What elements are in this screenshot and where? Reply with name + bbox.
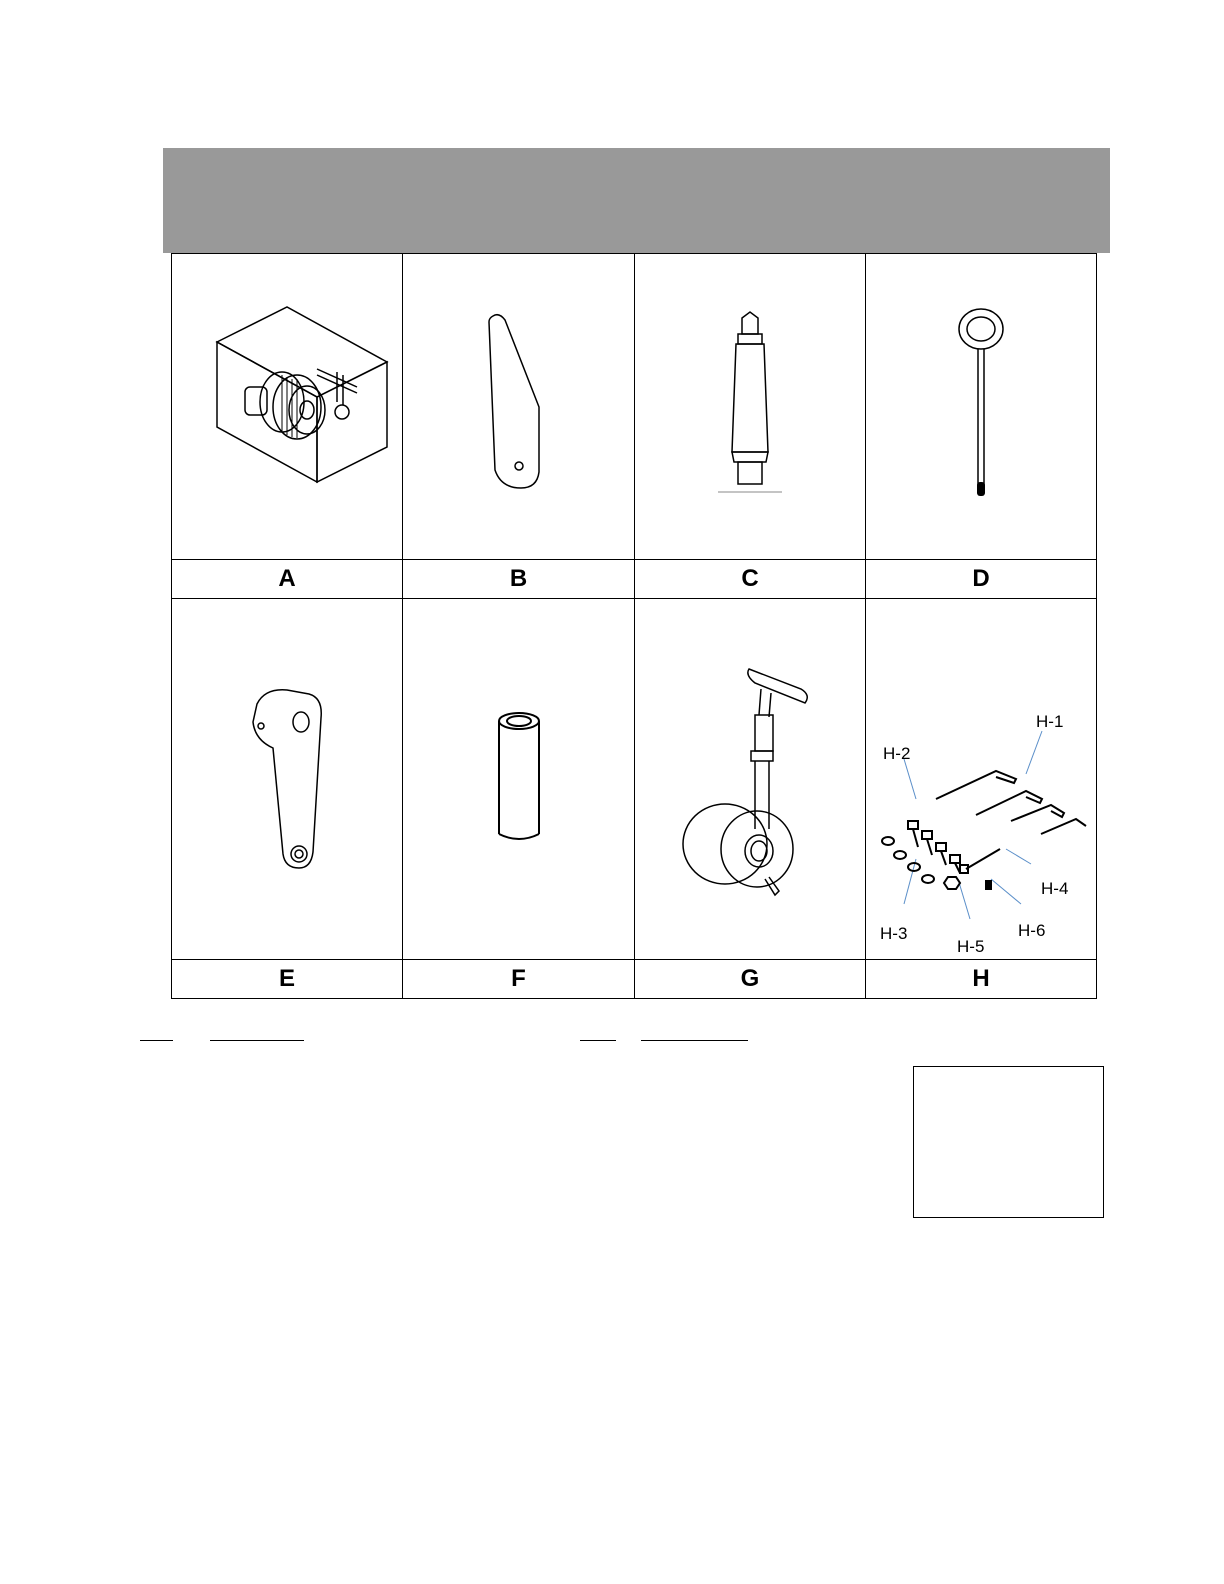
part-label-f: F <box>403 960 635 999</box>
part-label-d: D <box>866 560 1097 599</box>
blank-line-4 <box>641 1040 748 1041</box>
part-image-cell-h <box>866 599 1097 960</box>
crank-lever-icon <box>237 684 337 874</box>
sleeve-tube-icon <box>489 709 549 849</box>
part-label-e: E <box>172 960 403 999</box>
hardware-kit-icon <box>866 649 1097 956</box>
part-image-cell-e <box>172 599 403 960</box>
handwheel-handle-icon <box>675 659 825 899</box>
callout-lines <box>904 731 1042 919</box>
callout-h2: H-2 <box>883 744 911 763</box>
blank-line-2 <box>210 1040 304 1041</box>
part-image-cell-f <box>403 599 635 960</box>
note-box <box>913 1066 1104 1218</box>
part-image-cell-a <box>172 254 403 560</box>
callout-h4: H-4 <box>1041 879 1069 898</box>
parts-table <box>171 253 1097 999</box>
blank-line-3 <box>580 1040 616 1041</box>
callout-h5: H-5 <box>957 937 985 956</box>
part-label-b: B <box>403 560 635 599</box>
wedge-plate-icon <box>479 312 559 502</box>
part-label-c: C <box>635 560 866 599</box>
callout-h6: H-6 <box>1018 921 1046 940</box>
part-label-h: H <box>866 960 1097 999</box>
part-image-cell-g <box>635 599 866 960</box>
part-image-cell-d <box>866 254 1097 560</box>
part-label-a: A <box>172 560 403 599</box>
header-band <box>163 148 1110 253</box>
callout-h1: H-1 <box>1036 712 1064 731</box>
callout-h3: H-3 <box>880 924 908 943</box>
blank-line-1 <box>140 1040 173 1041</box>
arbor-taper-icon <box>710 312 790 502</box>
part-image-cell-c <box>635 254 866 560</box>
part-label-g: G <box>635 960 866 999</box>
drift-key-icon <box>951 307 1011 507</box>
part-image-cell-b <box>403 254 635 560</box>
drill-chuck-box-icon <box>187 307 387 507</box>
